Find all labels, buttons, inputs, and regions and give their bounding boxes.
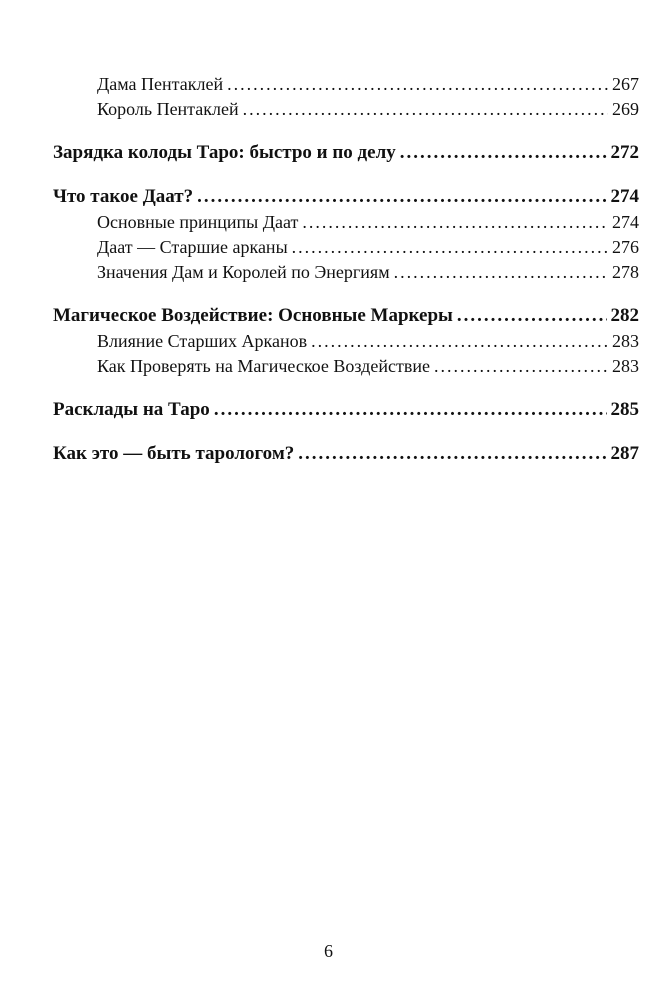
dot-leader <box>311 329 608 354</box>
toc-entry-title: Как Проверять на Магическое Воздействие <box>97 356 430 376</box>
section-gap <box>53 423 639 440</box>
dot-leader <box>434 354 608 379</box>
dot-leader <box>292 235 608 260</box>
toc-entry-page: 285 <box>610 399 639 420</box>
toc-entry-title: Король Пентаклей <box>97 99 239 119</box>
toc-entry-title: Как это — быть тарологом? <box>53 443 295 464</box>
toc-entry-major-arcana-influence[interactable] <box>53 329 639 354</box>
toc-entry-daat-principles[interactable] <box>53 210 639 235</box>
dot-leader <box>302 210 608 235</box>
toc-entry-page: 278 <box>612 262 639 282</box>
toc-entry-being-tarot-reader[interactable] <box>53 440 639 467</box>
toc-entry-tarot-spreads[interactable] <box>53 396 639 423</box>
dot-leader <box>457 302 607 329</box>
toc-entry-magical-influence-markers[interactable] <box>53 302 639 329</box>
dot-leader <box>243 97 608 122</box>
table-of-contents <box>53 72 639 467</box>
dot-leader <box>298 440 606 467</box>
dot-leader <box>214 396 607 423</box>
toc-entry-title: Расклады на Таро <box>53 399 210 420</box>
section-gap <box>53 166 639 183</box>
toc-entry-title: Дама Пентаклей <box>97 74 224 94</box>
toc-entry-page: 274 <box>612 212 639 232</box>
toc-entry-title: Даат — Старшие арканы <box>97 237 288 257</box>
toc-entry-queen-of-pentacles[interactable] <box>53 72 639 97</box>
toc-entry-daat-major-arcana[interactable] <box>53 235 639 260</box>
dot-leader <box>394 260 608 285</box>
toc-entry-page: 283 <box>612 331 639 351</box>
dot-leader <box>227 72 608 97</box>
toc-entry-queens-kings-energies[interactable] <box>53 260 639 285</box>
toc-entry-page: 287 <box>610 443 639 464</box>
dot-leader <box>197 183 606 210</box>
toc-entry-title: Магическое Воздействие: Основные Маркеры <box>53 305 453 326</box>
toc-entry-charging-tarot-deck[interactable] <box>53 139 639 166</box>
toc-entry-title: Влияние Старших Арканов <box>97 331 308 351</box>
toc-entry-king-of-pentacles[interactable] <box>53 97 639 122</box>
toc-entry-page: 269 <box>612 99 639 119</box>
toc-entry-page: 282 <box>610 305 639 326</box>
section-gap <box>53 379 639 396</box>
toc-entry-check-magical-influence[interactable] <box>53 354 639 379</box>
page-number: 6 <box>324 941 333 961</box>
toc-entry-page: 272 <box>610 142 639 163</box>
section-gap <box>53 122 639 139</box>
toc-entry-page: 274 <box>610 186 639 207</box>
toc-entry-title: Значения Дам и Королей по Энергиям <box>97 262 390 282</box>
toc-entry-what-is-daat[interactable] <box>53 183 639 210</box>
toc-entry-page: 267 <box>612 74 639 94</box>
toc-entry-title: Что такое Даат? <box>53 186 194 207</box>
dot-leader <box>400 139 607 166</box>
toc-entry-title: Основные принципы Даат <box>97 212 299 232</box>
section-gap <box>53 285 639 302</box>
toc-entry-page: 283 <box>612 356 639 376</box>
toc-entry-title: Зарядка колоды Таро: быстро и по делу <box>53 142 396 163</box>
toc-entry-page: 276 <box>612 237 639 257</box>
